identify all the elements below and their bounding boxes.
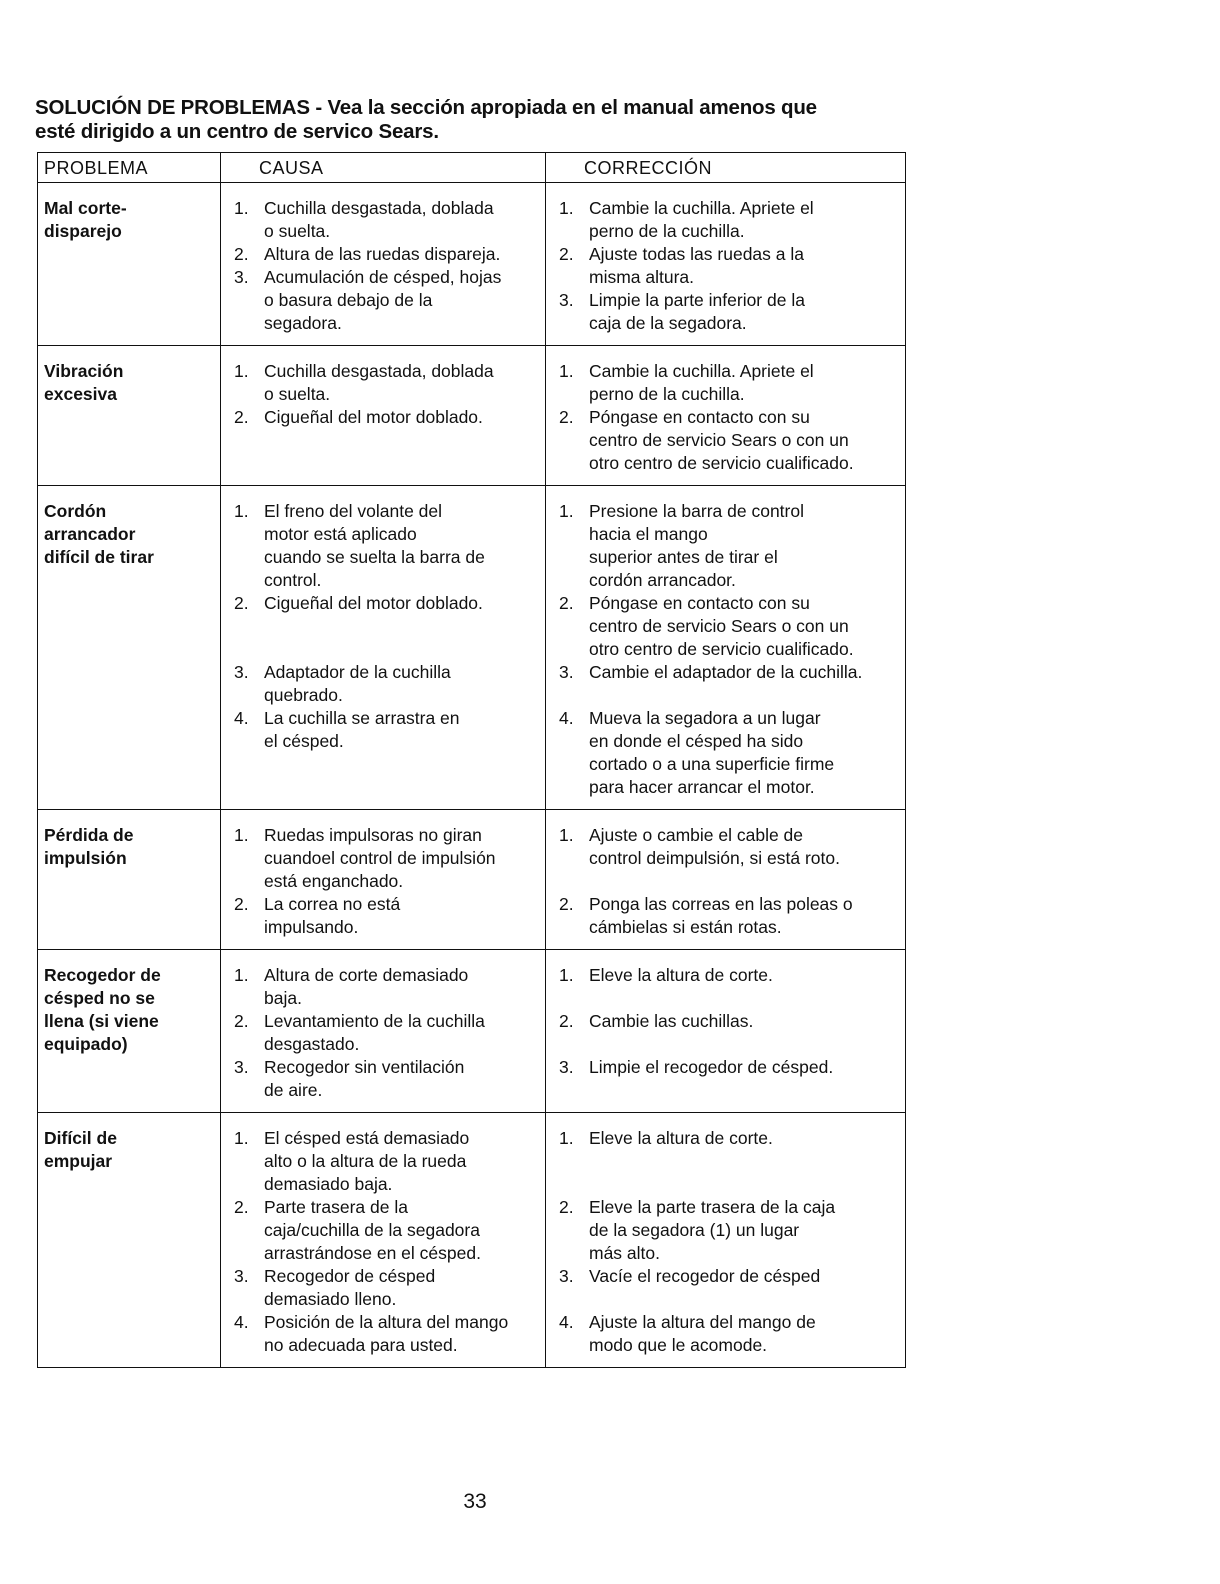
- heading-line-1: SOLUCIÓN DE PROBLEMAS - Vea la sección apropiada en el manual amenos que: [35, 96, 817, 119]
- cause-item-number: 1.: [234, 1128, 249, 1148]
- cause-item: [227, 1196, 541, 1265]
- correction-cell: [546, 950, 906, 1113]
- cause-item-text: Acumulación de césped, hojas o basura debajo de la segadora.: [264, 267, 502, 333]
- correction-item-number: 2.: [559, 407, 574, 427]
- table-row: [38, 183, 906, 346]
- correction-item-text: Póngase en contacto con su centro de servicio Sears o con un otro centro de servicio cualificado.: [589, 407, 854, 473]
- heading-line-2: esté dirigido a un centro de servico Sears.: [35, 120, 439, 143]
- cause-cell: [221, 346, 546, 486]
- cause-item-text: Ruedas impulsoras no giran cuandoel control de impulsión está enganchado.: [264, 825, 496, 891]
- correction-item: [552, 707, 901, 799]
- correction-item: [552, 661, 901, 707]
- page-heading: [35, 96, 905, 144]
- cause-item: [227, 266, 541, 335]
- correction-item-text: Cambie las cuchillas.: [589, 1011, 754, 1031]
- correction-item-text: Ponga las correas en las poleas o cámbielas si están rotas.: [589, 894, 853, 937]
- cause-cell: [221, 1113, 546, 1368]
- problem-cell: Recogedor de césped no se llena (si viene equipado): [38, 950, 221, 1113]
- cause-item-text: Recogedor sin ventilación de aire.: [264, 1057, 465, 1100]
- cause-item-number: 1.: [234, 361, 249, 381]
- cause-item: [227, 893, 541, 939]
- cause-item-number: 4.: [234, 708, 249, 728]
- correction-item: [552, 1010, 901, 1056]
- cause-item-number: 1.: [234, 825, 249, 845]
- correction-cell: [546, 1113, 906, 1368]
- table-row: [38, 346, 906, 486]
- correction-item-number: 1.: [559, 501, 574, 521]
- cause-item: [227, 197, 541, 243]
- correction-item: [552, 289, 901, 335]
- correction-item: [552, 1127, 901, 1196]
- cause-list: [227, 500, 541, 753]
- correction-item-text: Vacíe el recogedor de césped: [589, 1266, 821, 1286]
- table-body: [38, 183, 906, 1368]
- cause-item-number: 2.: [234, 1197, 249, 1217]
- cause-item-number: 1.: [234, 501, 249, 521]
- cause-item-text: La correa no está impulsando.: [264, 894, 401, 937]
- correction-item-number: 3.: [559, 1266, 574, 1286]
- correction-list: [552, 824, 901, 939]
- correction-item-number: 2.: [559, 593, 574, 613]
- cause-item: [227, 707, 541, 753]
- correction-item-text: Ajuste la altura del mango de modo que le acomode.: [589, 1312, 816, 1355]
- page-number: 33: [463, 1490, 487, 1513]
- cause-item-text: Cigueñal del motor doblado.: [264, 593, 483, 613]
- cause-item: [227, 661, 541, 707]
- column-header-correction: CORRECCIÓN: [546, 153, 906, 183]
- cause-item-number: 3.: [234, 267, 249, 287]
- cause-item: [227, 1265, 541, 1311]
- correction-item-text: Limpie el recogedor de césped.: [589, 1057, 834, 1077]
- cause-item: [227, 360, 541, 406]
- cause-item-text: Adaptador de la cuchilla quebrado.: [264, 662, 451, 705]
- table-row: [38, 950, 906, 1113]
- correction-item-number: 3.: [559, 1057, 574, 1077]
- cause-cell: [221, 183, 546, 346]
- cause-list: [227, 1127, 541, 1357]
- correction-item-number: 2.: [559, 244, 574, 264]
- correction-item: [552, 592, 901, 661]
- cause-item: [227, 964, 541, 1010]
- problem-cell: Mal corte- disparejo: [38, 183, 221, 346]
- cause-item-number: 3.: [234, 662, 249, 682]
- table-header-row: [38, 153, 906, 183]
- correction-item-number: 2.: [559, 894, 574, 914]
- correction-item-text: Limpie la parte inferior de la caja de la segadora.: [589, 290, 805, 333]
- problem-cell: Cordón arrancador difícil de tirar: [38, 486, 221, 810]
- cause-item: [227, 1010, 541, 1056]
- cause-list: [227, 360, 541, 429]
- cause-item-number: 2.: [234, 593, 249, 613]
- cause-item-text: El césped está demasiado alto o la altura de la rueda demasiado baja.: [264, 1128, 470, 1194]
- cause-item-text: Cuchilla desgastada, doblada o suelta.: [264, 198, 494, 241]
- correction-item-text: Presione la barra de control hacia el mango superior antes de tirar el cordón arrancador.: [589, 501, 804, 590]
- correction-item: [552, 1196, 901, 1265]
- correction-list: [552, 360, 901, 475]
- correction-item: [552, 500, 901, 592]
- cause-list: [227, 964, 541, 1102]
- correction-item-text: Ajuste o cambie el cable de control deimpulsión, si está roto.: [589, 825, 840, 868]
- correction-item-number: 4.: [559, 1312, 574, 1332]
- correction-item-text: Eleve la altura de corte.: [589, 1128, 773, 1148]
- correction-item-number: 3.: [559, 290, 574, 310]
- correction-cell: [546, 810, 906, 950]
- correction-item-text: Mueva la segadora a un lugar en donde el césped ha sido cortado o a una superficie firme para hacer arrancar el motor.: [589, 708, 835, 797]
- correction-list: [552, 964, 901, 1079]
- cause-item-text: Cigueñal del motor doblado.: [264, 407, 483, 427]
- correction-item: [552, 406, 901, 475]
- cause-item: [227, 243, 541, 266]
- correction-item-number: 1.: [559, 1128, 574, 1148]
- correction-item-number: 1.: [559, 825, 574, 845]
- cause-cell: [221, 486, 546, 810]
- correction-item-text: Cambie la cuchilla. Apriete el perno de la cuchilla.: [589, 198, 814, 241]
- cause-item: [227, 406, 541, 429]
- cause-item-number: 3.: [234, 1057, 249, 1077]
- correction-list: [552, 500, 901, 799]
- correction-item-number: 4.: [559, 708, 574, 728]
- cause-item-number: 4.: [234, 1312, 249, 1332]
- cause-item-number: 1.: [234, 198, 249, 218]
- correction-list: [552, 197, 901, 335]
- table-row: [38, 1113, 906, 1368]
- problem-cell: Pérdida de impulsión: [38, 810, 221, 950]
- correction-item-text: Eleve la altura de corte.: [589, 965, 773, 985]
- cause-item-number: 3.: [234, 1266, 249, 1286]
- correction-cell: [546, 183, 906, 346]
- correction-item: [552, 964, 901, 1010]
- correction-list: [552, 1127, 901, 1357]
- correction-item-text: Póngase en contacto con su centro de servicio Sears o con un otro centro de servicio cualificado.: [589, 593, 854, 659]
- cause-item: [227, 1056, 541, 1102]
- correction-item-text: Cambie el adaptador de la cuchilla.: [589, 662, 863, 682]
- cause-item: [227, 1311, 541, 1357]
- correction-item-text: Cambie la cuchilla. Apriete el perno de la cuchilla.: [589, 361, 814, 404]
- correction-item: [552, 824, 901, 893]
- correction-item-number: 2.: [559, 1011, 574, 1031]
- cause-item-number: 2.: [234, 407, 249, 427]
- cause-item-text: Parte trasera de la caja/cuchilla de la segadora arrastrándose en el césped.: [264, 1197, 481, 1263]
- correction-item: [552, 197, 901, 243]
- correction-cell: [546, 346, 906, 486]
- cause-list: [227, 197, 541, 335]
- cause-item-number: 2.: [234, 1011, 249, 1031]
- correction-item-number: 1.: [559, 198, 574, 218]
- cause-item-text: La cuchilla se arrastra en el césped.: [264, 708, 460, 751]
- cause-item: [227, 500, 541, 592]
- cause-item-text: Recogedor de césped demasiado lleno.: [264, 1266, 436, 1309]
- correction-item-text: Eleve la parte trasera de la caja de la segadora (1) un lugar más alto.: [589, 1197, 836, 1263]
- cause-item-text: Altura de las ruedas dispareja.: [264, 244, 501, 264]
- cause-item-number: 2.: [234, 244, 249, 264]
- column-header-cause: CAUSA: [221, 153, 546, 183]
- correction-item-number: 3.: [559, 662, 574, 682]
- troubleshooting-table: [37, 152, 906, 1368]
- cause-cell: [221, 950, 546, 1113]
- correction-item: [552, 1056, 901, 1079]
- cause-item: [227, 824, 541, 893]
- cause-item-text: Posición de la altura del mango no adecuada para usted.: [264, 1312, 509, 1355]
- cause-cell: [221, 810, 546, 950]
- correction-item-text: Ajuste todas las ruedas a la misma altura.: [589, 244, 804, 287]
- correction-item: [552, 1265, 901, 1311]
- table-row: [38, 810, 906, 950]
- cause-item: [227, 1127, 541, 1196]
- problem-cell: Difícil de empujar: [38, 1113, 221, 1368]
- correction-item: [552, 360, 901, 406]
- correction-item: [552, 1311, 901, 1357]
- correction-item-number: 2.: [559, 1197, 574, 1217]
- cause-item-text: Cuchilla desgastada, doblada o suelta.: [264, 361, 494, 404]
- cause-item: [227, 592, 541, 661]
- correction-item: [552, 243, 901, 289]
- column-header-problem: PROBLEMA: [38, 153, 221, 183]
- cause-item-text: El freno del volante del motor está aplicado cuando se suelta la barra de control.: [264, 501, 485, 590]
- correction-cell: [546, 486, 906, 810]
- cause-list: [227, 824, 541, 939]
- correction-item: [552, 893, 901, 939]
- cause-item-number: 1.: [234, 965, 249, 985]
- cause-item-number: 2.: [234, 894, 249, 914]
- cause-item-text: Altura de corte demasiado baja.: [264, 965, 469, 1008]
- table-row: [38, 486, 906, 810]
- problem-cell: Vibración excesiva: [38, 346, 221, 486]
- cause-item-text: Levantamiento de la cuchilla desgastado.: [264, 1011, 485, 1054]
- correction-item-number: 1.: [559, 965, 574, 985]
- correction-item-number: 1.: [559, 361, 574, 381]
